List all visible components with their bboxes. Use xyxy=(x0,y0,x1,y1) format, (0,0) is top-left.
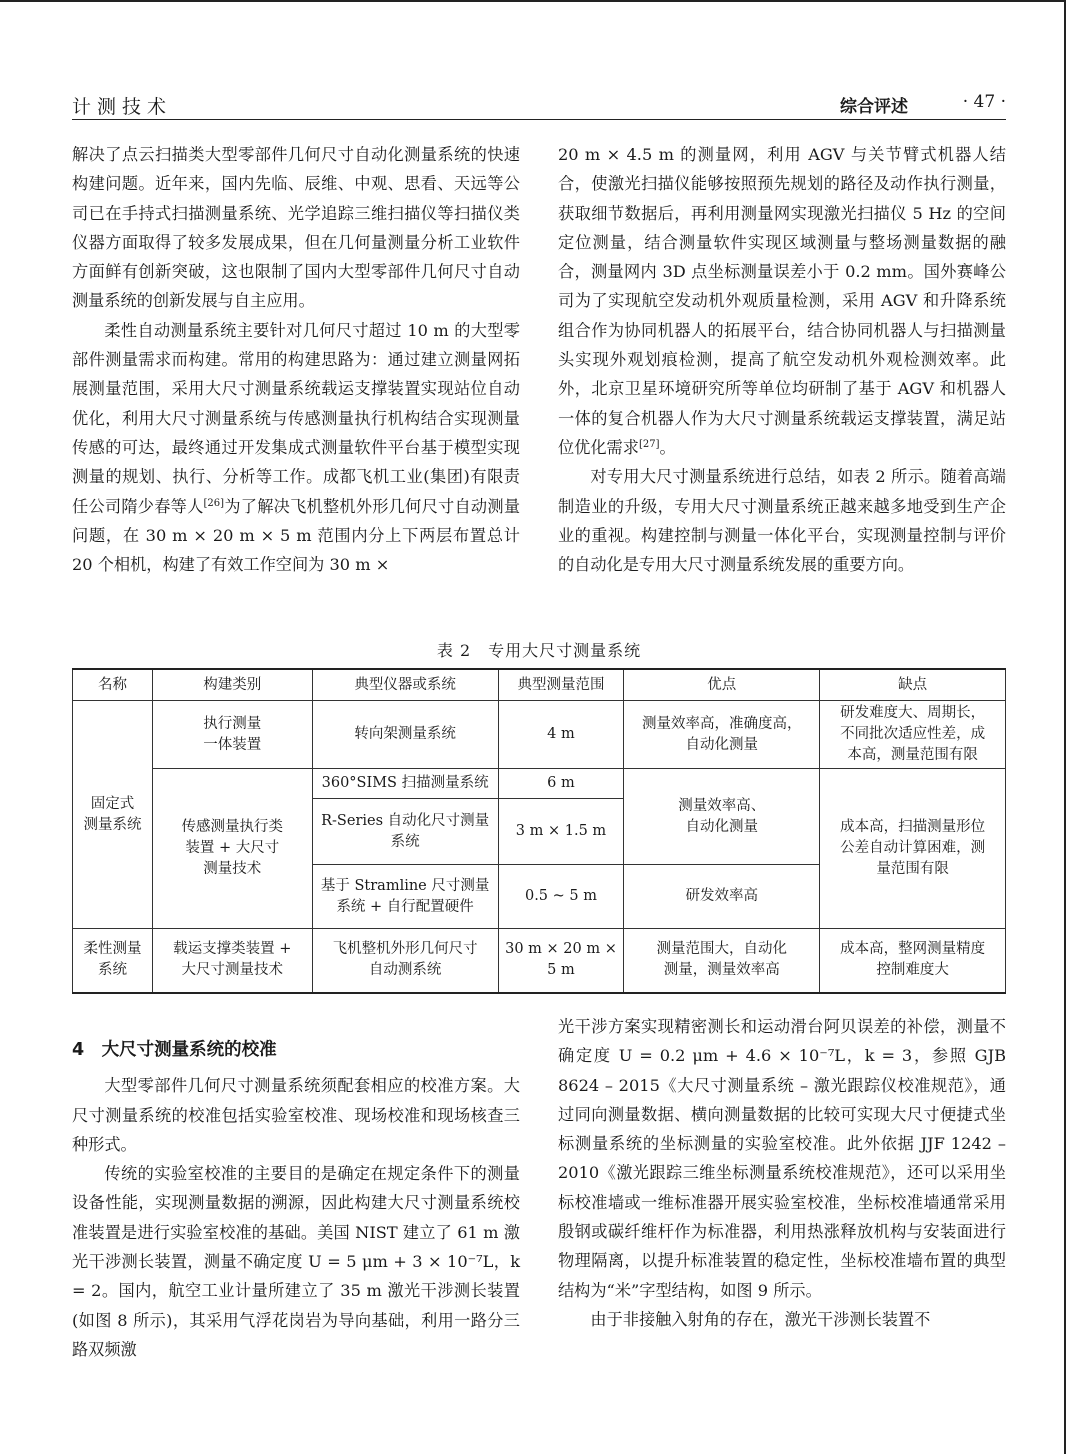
paragraph xyxy=(72,316,520,580)
paragraph-text: 20 m × 4.5 m 的测量网，利用 AGV 与关节臂式机器人结合，使激光扫描仪能够按照预先规划的路径及动作执行测量，获取细节数据后，再利用测量网实现激光扫描仪 5 Hz 的空间定位测量，结合测量软件实现区域测量与整场测量数据的融合，测量网内 3D 点坐标测量误差小于 0.2 mm。国外赛峰公司为了实现航空发动机外观质量检测，采用 AGV 和升降系统组合作为协同机器人的拓展平台，结合协同机器人与扫描测量头实现外观划痕检测，提高了航空发动机外观检测效率。此外，北京卫星环境研究所等单位均研制了基于 AGV 和机器人一体的复合机器人作为大尺寸测量系统载运支撑装置，满足站位优化需求 xyxy=(558,145,1006,457)
table-caption: 表 2 专用大尺寸测量系统 xyxy=(436,641,642,660)
table-cell: 3 m × 1.5 m xyxy=(498,799,624,865)
table-cell: 4 m xyxy=(498,701,624,769)
table-cell: 载运支撑类装置 + 大尺寸测量技术 xyxy=(152,929,312,993)
section-label: 综合评述 xyxy=(840,97,908,117)
table-cell: 传感测量执行类 装置 + 大尺寸 测量技术 xyxy=(152,769,312,929)
paragraph: 由于非接触入射角的存在，激光干涉测长装置不 xyxy=(590,1309,931,1329)
table-cell: 基于 Stramline 尺寸测量 系统 + 自行配置硬件 xyxy=(312,865,498,929)
table-cell: 成本高，扫描测量形位 公差自动计算困难，测 量范围有限 xyxy=(820,769,1006,929)
paragraph: 解决了点云扫描类大型零部件几何尺寸自动化测量系统的快速构建问题。近年来，国内先临、辰维、中观、思看、天远等公司已在手持式扫描测量系统、光学追踪三维扫描仪等扫描仪类仪器方面取得了较多发展成果，但在几何量测量分析工业软件方面鲜有创新突破，这也限制了国内大型零部件几何尺寸自动测量系统的创新发展与自主应用。 xyxy=(72,145,520,311)
table-cell: 6 m xyxy=(498,769,624,799)
systems-table xyxy=(72,668,1006,994)
table-cell: 固定式 测量系统 xyxy=(73,701,153,929)
table-cell: 研发难度大、周期长， 不同批次适应性差，成 本高，测量范围有限 xyxy=(820,701,1006,769)
table-cell: 30 m × 20 m × 5 m xyxy=(498,929,624,993)
column-header: 典型仪器或系统 xyxy=(312,669,498,701)
column-header: 构建类别 xyxy=(152,669,312,701)
column-header: 名称 xyxy=(73,669,153,701)
top-border xyxy=(0,0,1066,2)
left-column-top xyxy=(72,140,520,579)
table-cell: 柔性测量 系统 xyxy=(73,929,153,993)
table-cell: 成本高，整网测量精度 控制难度大 xyxy=(820,929,1006,993)
page-number: · 47 · xyxy=(962,92,1006,112)
running-header xyxy=(72,92,1006,120)
paragraph-text: 。 xyxy=(659,437,676,457)
column-header: 典型测量范围 xyxy=(498,669,624,701)
table-cell: 执行测量 一体装置 xyxy=(152,701,312,769)
table-cell: 转向架测量系统 xyxy=(312,701,498,769)
paragraph: 光干涉方案实现精密测长和运动滑台阿贝误差的补偿，测量不确定度 U = 0.2 μm + 4.6 × 10⁻⁷L，k = 3，参照 GJB 8624 – 2015《大尺寸测量系统 – 激光跟踪仪校准规范》，通过同向测量数据、横向测量数据的比较可实现大尺寸便捷式坐标测量系统的坐标测量的实验室校准。此外依据 JJF 1242 – 2010《激光跟踪三维坐标测量系统校准规范》，还可以采用坐标校准墙或一维标准器开展实验室校准，坐标校准墙通常采用殷钢或碳纤维杆作为标准器，利用热涨释放机构与安装面进行物理隔离，以提升标准装置的稳定性，坐标校准墙布置的典型结构为“米”字型结构，如图 9 所示。 xyxy=(558,1017,1006,1300)
section-heading: 4 大尺寸测量系统的校准 xyxy=(72,1040,277,1060)
table-cell: 飞机整机外形几何尺寸 自动测系统 xyxy=(312,929,498,993)
paragraph-text: 为了解决飞机整机外形几何尺寸自动测量问题，在 30 m × 20 m × 5 m 范围内分上下两层布置总计 20 个相机，构建了有效工作空间为 30 m × xyxy=(72,496,521,575)
table-row xyxy=(73,929,1006,993)
citation: [27] xyxy=(638,438,660,450)
table-row xyxy=(73,769,1006,799)
table-cell: 研发效率高 xyxy=(624,865,820,929)
journal-name: 计测技术 xyxy=(72,96,173,118)
header-rule xyxy=(72,119,1006,120)
table-cell: 测量效率高、 自动化测量 xyxy=(624,769,820,865)
paragraph-text: 柔性自动测量系统主要针对几何尺寸超过 10 m 的大型零部件测量需求而构建。常用的构建思路为：通过建立测量网拓展测量范围，采用大尺寸测量系统载运支撑装置实现站位自动优化，利用大尺寸测量系统与传感测量执行机构结合实现测量传感的可达，最终通过开发集成式测量软件平台基于模型实现测量的规划、执行、分析等工作。成都飞机工业(集团)有限责任公司隋少春等人 xyxy=(72,320,520,516)
table-header-row xyxy=(73,669,1006,701)
table-cell: R-Series 自动化尺寸测量 系统 xyxy=(312,799,498,865)
right-column-bottom xyxy=(558,1012,1006,1334)
left-column-bottom xyxy=(72,1022,520,1364)
right-column-top xyxy=(558,140,1006,579)
table-row xyxy=(73,701,1006,769)
table-cell: 360°SIMS 扫描测量系统 xyxy=(312,769,498,799)
paragraph: 对专用大尺寸测量系统进行总结，如表 2 所示。随着高端制造业的升级，专用大尺寸测量系统正越来越多地受到生产企业的重视。构建控制与测量一体化平台，实现测量控制与评价的自动化是专用大尺寸测量系统发展的重要方向。 xyxy=(558,467,1006,575)
paragraph xyxy=(558,140,1006,462)
column-header: 缺点 xyxy=(820,669,1006,701)
table-cell: 测量效率高，准确度高， 自动化测量 xyxy=(624,701,820,769)
paragraph: 大型零部件几何尺寸测量系统须配套相应的校准方案。大尺寸测量系统的校准包括实验室校准、现场校准和现场核查三种形式。 xyxy=(72,1076,520,1154)
column-header: 优点 xyxy=(624,669,820,701)
table-cell: 测量范围大，自动化 测量，测量效率高 xyxy=(624,929,820,993)
paragraph: 传统的实验室校准的主要目的是确定在规定条件下的测量设备性能，实现测量数据的溯源，因此构建大尺寸测量系统校准装置是进行实验室校准的基础。美国 NIST 建立了 61 m 激光干涉测长装置，测量不确定度 U = 5 μm + 3 × 10⁻⁷L，k = 2。国内，航空工业计量所建立了 35 m 激光干涉测长装置(如图 8 所示)，其采用气浮花岗岩为导向基础，利用一路分三路双频激 xyxy=(72,1164,520,1359)
table-cell: 0.5 ~ 5 m xyxy=(498,865,624,929)
citation: [26] xyxy=(203,497,225,509)
